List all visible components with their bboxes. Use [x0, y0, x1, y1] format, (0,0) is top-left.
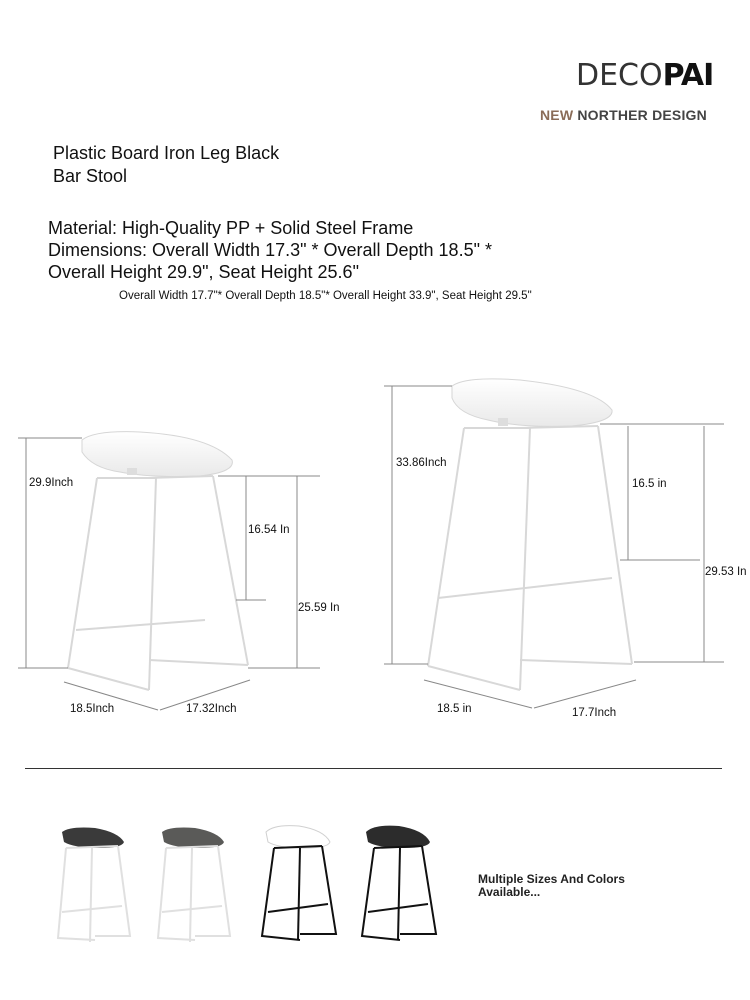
variant-stool-2 [158, 828, 230, 943]
variant-stools [58, 826, 436, 942]
large-seat-height-label: 29.53 In [705, 566, 747, 578]
large-seat-rail-label: 16.5 in [632, 478, 667, 490]
large-stool-drawing [428, 379, 632, 690]
large-width-label: 17.7Inch [572, 707, 617, 719]
variant-stool-3 [262, 826, 336, 940]
section-divider [25, 768, 722, 769]
small-depth-label: 18.5Inch [70, 703, 115, 715]
product-title-line2: Bar Stool [53, 166, 128, 186]
tagline-rest: NORTHER DESIGN [577, 107, 707, 123]
spec-material: Material: High-Quality PP + Solid Steel Frame [48, 218, 414, 238]
logo-deco: DECO [576, 58, 663, 93]
small-width-label: 17.32Inch [186, 703, 237, 715]
variant-stool-1 [58, 828, 130, 943]
large-stool-dimension-lines [384, 386, 724, 708]
small-seat-height-label: 25.59 In [298, 602, 340, 614]
variant-stool-4 [362, 826, 436, 940]
spec-height: Overall Height 29.9", Seat Height 25.6" [48, 262, 359, 282]
variants-note: Multiple Sizes And Colors Available... [478, 872, 625, 899]
large-height-label: 33.86Inch [396, 457, 447, 469]
small-seat-rail-label: 16.54 In [248, 524, 290, 536]
product-title-line1: Plastic Board Iron Leg Black [53, 143, 280, 163]
large-depth-label: 18.5 in [437, 703, 472, 715]
spec-alt-size: Overall Width 17.7"* Overall Depth 18.5"* Overall Height 33.9", Seat Height 29.5" [119, 290, 532, 302]
small-height-label: 29.9Inch [29, 477, 74, 489]
logo-pai: PAI [662, 58, 714, 93]
spec-dimensions: Dimensions: Overall Width 17.3" * Overall Depth 18.5" * [48, 240, 492, 260]
tagline-new: NEW [540, 107, 574, 123]
small-stool-drawing [68, 432, 248, 690]
